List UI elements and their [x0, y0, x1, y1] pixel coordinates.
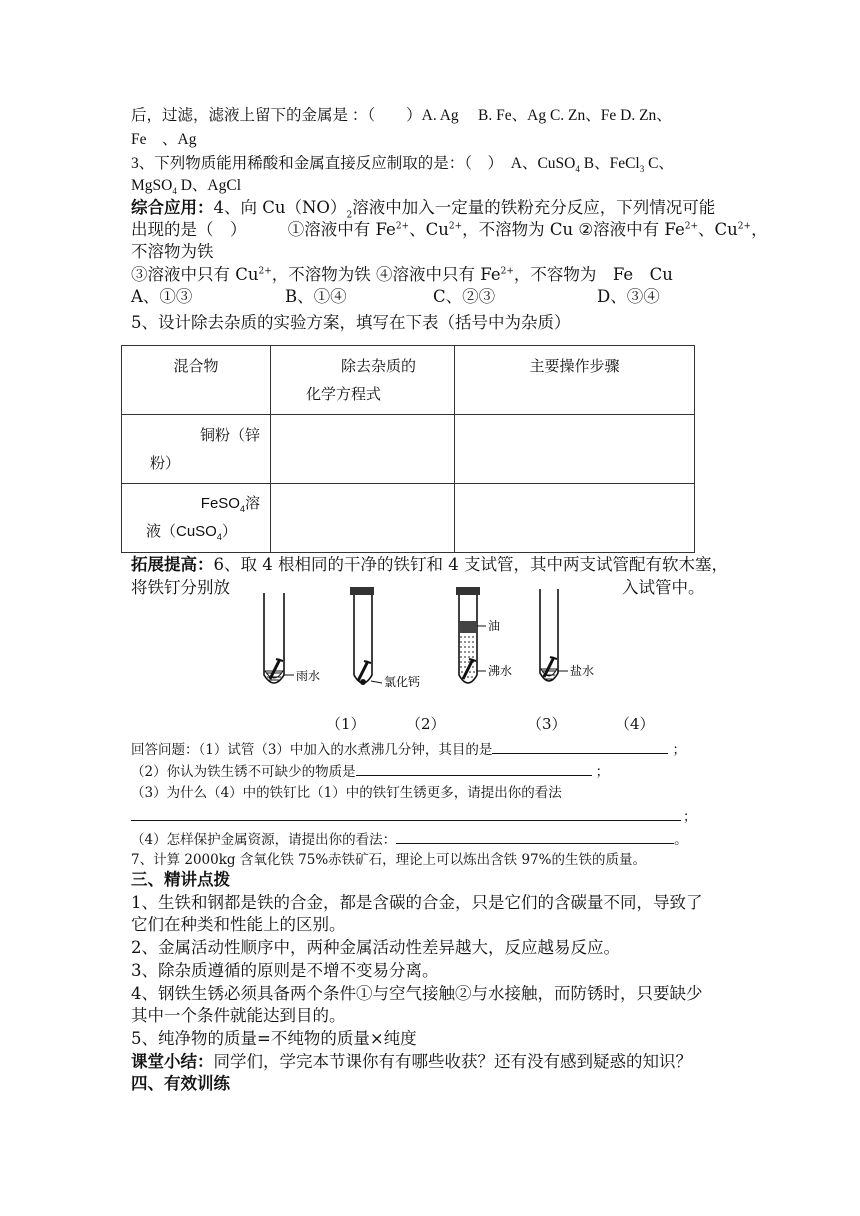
impurity-table — [121, 345, 695, 553]
tube-label-oil: 油 — [488, 619, 501, 633]
section3-p4a: 4、钢铁生锈必须具备两个条件①与空气接触②与水接触，而防锈时，只要缺少 — [131, 984, 703, 1003]
q3-mgso4: MgSO — [131, 177, 173, 194]
cell-feso4: FeSO$_4$溶 液（CuSO$_4$） — [122, 484, 271, 553]
q3-line1: 3、下列物质能用稀酸和金属直接反应制取的是：（ ） A、CuSO$_4$ B、FeCl$_3$ C、 — [131, 155, 674, 175]
header-equation-line1: 除去杂质的 — [341, 357, 417, 375]
cell-feso4-tail: 溶 — [244, 495, 260, 512]
q4-choice-d-tail: ，不容物为 Fe Cu — [513, 265, 673, 284]
q6-line2a: 将铁钉分别放 — [131, 578, 230, 597]
q2-line2: Fe 、Ag — [131, 131, 197, 148]
tube-1-icon — [264, 593, 294, 683]
q4-label: 综合应用： — [131, 198, 214, 217]
q6-answer-4 — [131, 829, 688, 850]
section4-title: 四、有效训练 — [131, 1074, 230, 1093]
answer-blank-4[interactable] — [396, 829, 674, 844]
q6-answer-4-end: 。 — [674, 832, 688, 848]
q4-text: 4、向 Cu（NO — [213, 198, 330, 217]
q3-text: 3、下列物质能用稀酸和金属直接反应制取的是：（ ） A、CuSO — [131, 155, 576, 172]
q6-answer-3-line — [131, 806, 697, 827]
tube-4-icon — [540, 589, 568, 681]
q4-line4: ③溶液中只有 $Cu^{2+}$，不溶物为铁 ④溶液中只有 $Fe^{2+}$，不容物为 Fe Cu — [131, 265, 673, 284]
caption-2: （2） — [406, 715, 446, 733]
section3-p5: 5、纯净物的质量=不纯物的质量×纯度 — [131, 1029, 417, 1048]
q6-answer-1 — [131, 739, 686, 760]
section3-p1a: 1、生铁和钢都是铁的合金，都是含碳的合金，只是它们的含碳量不同，导致了 — [131, 893, 703, 912]
answer-blank-2[interactable] — [356, 761, 592, 776]
q4-choice-a1: 出现的是（ ） ①溶液中有 Fe — [131, 220, 396, 239]
q4-choice-c: ③溶液中只有 Cu — [131, 265, 259, 284]
q6-answer-2-text: （2）你认为铁生锈不可缺少的物质是 — [131, 764, 356, 780]
q4-line1: 综合应用：4、向 $Cu(NO)_2$溶液中加入一定量的铁粉充分反应，下列情况可能 — [131, 198, 716, 221]
q4-paren: ） — [329, 198, 347, 217]
test-tubes-figure — [250, 585, 630, 695]
cell-copper-line1: 铜粉（锌 — [199, 426, 260, 444]
header-steps — [455, 346, 695, 415]
section3-p3: 3、除杂质遵循的原则是不增不变易分离。 — [131, 961, 439, 980]
q6-answer-2-end: ； — [595, 764, 610, 780]
tube-label-boiled-water: 沸水 — [488, 664, 513, 678]
header-steps-text: 主要操作步骤 — [529, 357, 620, 375]
q4-line3: 不溶物为铁 — [131, 242, 214, 261]
cell-equation-1[interactable] — [271, 415, 455, 484]
cell-cuso4-tail: ） — [221, 523, 237, 540]
q6-answer-1-text: 回答问题：（1）试管（3）中加入的水煮沸几分钟，其目的是 — [131, 742, 493, 758]
header-mixture — [122, 346, 271, 415]
q6-answer-3: （3）为什么（4）中的铁钉比（1）中的铁钉生锈更多，请提出你的看法 — [131, 785, 562, 801]
table-header-row — [122, 346, 695, 415]
caption-4: （4） — [615, 715, 655, 733]
tube-label-salt-water: 盐水 — [570, 664, 595, 678]
cell-copper-line2: 粉） — [150, 454, 181, 472]
q3-line2: MgSO$_4$ D、AgCl — [131, 177, 242, 197]
q6-answer-2 — [131, 761, 609, 782]
q6-answer-3-end: ； — [683, 809, 697, 825]
q6-answer-4-text: （4）怎样保护金属资源，请提出你的看法： — [131, 832, 397, 848]
cell-cuso4-formula: 液（CuSO — [146, 523, 217, 540]
summary-label: 课堂小结： — [131, 1052, 214, 1071]
q4-option-b: B、①④ — [285, 287, 347, 306]
q4-option-c: C、②③ — [433, 287, 496, 306]
cell-equation-2[interactable] — [271, 484, 455, 553]
q4-option-a: A、①③ — [131, 287, 193, 306]
tube-label-cacl2: 氯化钙 — [384, 675, 421, 689]
q4-option-d: D、③④ — [597, 287, 660, 306]
cell-steps-1[interactable] — [455, 415, 695, 484]
q3-option-c: C、 — [644, 155, 674, 172]
class-summary — [131, 1052, 692, 1072]
answer-blank-1[interactable] — [492, 739, 668, 754]
q4-choice-b1: ，不溶物为 Cu ②溶液中有 Fe — [462, 220, 685, 239]
section3-p4b: 其中一个条件就能达到目的。 — [131, 1006, 346, 1025]
q5-text: 5、设计除去杂质的实验方案，填写在下表（括号中为杂质） — [131, 313, 571, 332]
header-mixture-text: 混合物 — [173, 357, 219, 375]
section3-p1b: 它们在种类和性能上的区别。 — [131, 915, 346, 934]
caption-3: （3） — [527, 715, 567, 733]
q4-text-cont: 溶液中加入一定量的铁粉充分反应，下列情况可能 — [352, 198, 716, 217]
header-equation — [271, 346, 455, 415]
q7-text: 7、计算 2000kg 含氧化铁 75%赤铁矿石，理论上可以炼出含铁 97%的生铁的质量。 — [131, 852, 646, 868]
q4-choice-d: ，不溶物为铁 ④溶液中只有 Fe — [271, 265, 501, 284]
section3-p2: 2、金属活动性顺序中，两种金属活动性差异越大，反应越易反应。 — [131, 938, 620, 957]
q6-label: 拓展提高： — [131, 555, 214, 574]
table-row — [122, 415, 695, 484]
table-row — [122, 484, 695, 553]
tube-label-rain: 雨水 — [296, 669, 321, 683]
q4-line2: 出现的是（ ） ①溶液中有 $Fe^{2+}$、$Cu^{2+}$，不溶物为 Cu ②溶液中有 $Fe^{2+}$、$Cu^{2+}$， — [131, 220, 768, 239]
caption-1: （1） — [326, 715, 366, 733]
q2-line1: 后，过滤，滤液上留下的金属是 ：（ ）A. Ag B. Fe、Ag C. Zn、Fe D. Zn、 — [131, 107, 672, 124]
q6-text: 6、取 4 根相同的干净的铁钉和 4 支试管，其中两支试管配有软木塞， — [213, 555, 728, 574]
cell-feso4-formula: FeSO — [200, 495, 240, 512]
cell-copper-powder — [122, 415, 271, 484]
q4-choice-a2: 、Cu — [409, 220, 449, 239]
q3-option-d: D、AgCl — [176, 177, 242, 194]
q6-line2b: 入试管中。 — [622, 578, 705, 597]
q4-choice-b2: 、Cu — [698, 220, 738, 239]
summary-text: 同学们，学完本节课你有有哪些收获？还有没有感到疑惑的知识？ — [213, 1052, 692, 1071]
tube-3-icon — [456, 587, 486, 683]
q3-option-b: B、FeCl — [579, 155, 640, 172]
q6-answer-1-end: ； — [672, 742, 686, 758]
q6-line1 — [131, 555, 728, 575]
answer-blank-3[interactable] — [131, 806, 681, 821]
cell-steps-2[interactable] — [455, 484, 695, 553]
header-equation-line2: 化学方程式 — [306, 385, 382, 403]
section3-title: 三、精讲点拨 — [131, 870, 230, 889]
q4-comma: ， — [751, 220, 768, 239]
tube-2-icon — [350, 587, 382, 685]
